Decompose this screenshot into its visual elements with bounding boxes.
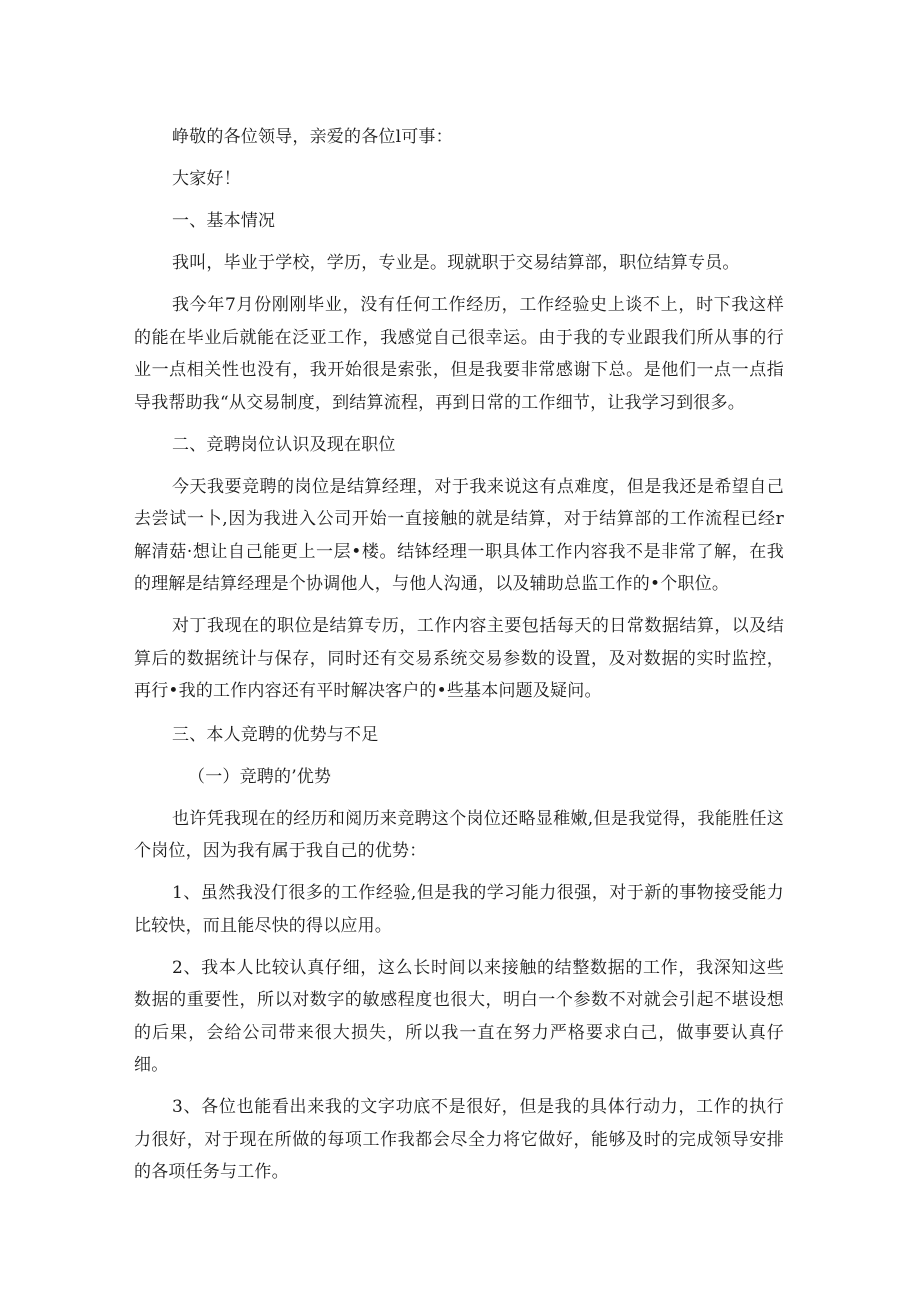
section-heading-basic-info: 一、基本情况 xyxy=(172,211,276,231)
document-body xyxy=(134,121,784,1189)
paragraph-advantages-intro: 也许凭我现在的经历和阅历来竞聘这个岗位还略显稚嫩,但是我觉得，我能胜任这个岗位，因为我有属于我自己的优势： xyxy=(134,808,784,861)
greeting: 大家好！ xyxy=(172,169,241,189)
list-item-2: 2、我本人比较认真仔细，这么长时间以来接触的结整数据的工作，我深知这些数据的重要性，所以对数字的敏感程度也很大，明白一个参数不对就会引起不堪设想的后果，会给公司带来很大损失，所以我一直在努力严格要求白己，做事要认真仔细。 xyxy=(134,957,784,1075)
subheading-advantages: （一）竞聘的’优势 xyxy=(188,766,332,787)
list-item-1: 1、虽然我没仃很多的工作经验,但是我的学习能力很强，对于新的事物接受能力比较快，而且能尽快的得以应用。 xyxy=(134,883,784,936)
section-heading-position: 二、竞聘岗位认识及现在职位 xyxy=(172,434,396,455)
paragraph-target-position: 今天我要竞聘的岗位是结算经理，对于我来说这有点难度，但是我还是希望自己去尝试一卜,因为我进入公司开始一直接触的就是结算，对于结算部的工作流程已经r解清菇·想让自己能更上一层•楼。结钵经理一职具体工作内容我不是非常了解，在我的理解是结算经理是个协调他人，与他人沟通，以及辅助总监工作的•个职位。 xyxy=(134,476,784,594)
paragraph-introduction: 我叫，毕业于学校，学历，专业是。现就职于交易结算部，职位结算专员。 xyxy=(172,253,740,273)
section-heading-strengths: 三、本人竞聘的优势与不足 xyxy=(172,724,379,745)
paragraph-experience: 我今年7月份刚刚毕业，没有任何工作经历，工作经验史上谈不上，时下我这样的能在毕业后就能在泛亚工作，我感觉自己很幸运。由于我的专业跟我们所从事的行业一点相关性也没有，我开始很是索张，但是我要非常感谢下总。是他们一点一点指导我帮助我“从交易制度，到结算流程，再到日常的工作细节，让我学习到很多。 xyxy=(134,295,784,413)
paragraph-current-position: 对丁我现在的职位是结算专历，工作内容主要包括每天的日常数据结算，以及结算后的数据统计与保存，同时还有交易系统交易参数的设置，及对数据的实时监控，再行•我的工作内容还有平时解决客户的•些基本问题及疑问。 xyxy=(134,616,784,701)
salutation: 峥敬的各位领导，亲爱的各位l可事： xyxy=(172,127,453,147)
list-item-3: 3、各位也能看出来我的文字功底不是很好，但是我的具体行动力，工作的执行力很好，对于现在所做的每项工作我都会尽全力将它做好，能够及时的完成领导安排的各项任务与工作。 xyxy=(134,1097,784,1182)
